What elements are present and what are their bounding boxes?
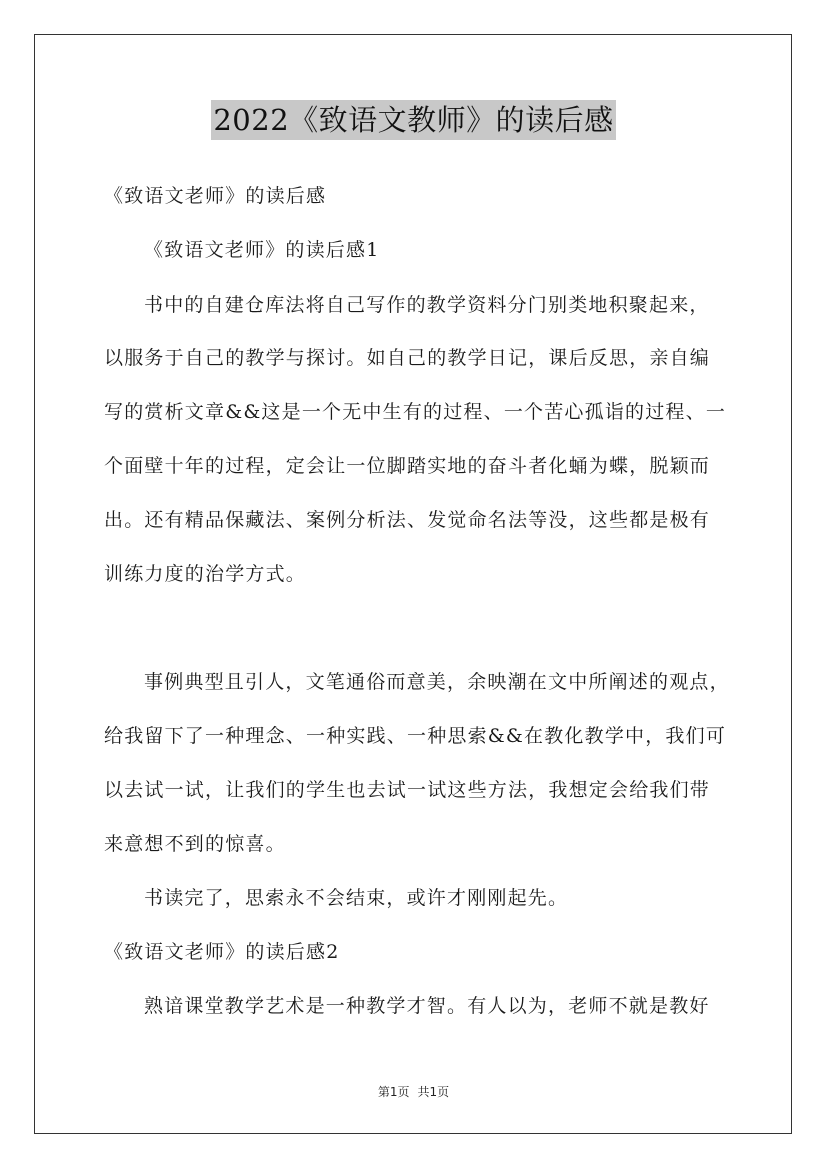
paragraph-line: 以去试一试，让我们的学生也去试一试这些方法，我想定会给我们带 — [104, 779, 711, 801]
paragraph-line: 来意想不到的惊喜。 — [104, 833, 286, 855]
page-number: 第1页 — [377, 1085, 410, 1099]
page-footer — [0, 1083, 827, 1101]
page-total: 共1页 — [417, 1085, 450, 1099]
section-heading: 《致语文老师》的读后感 — [104, 185, 327, 207]
section-heading: 《致语文老师》的读后感2 — [104, 941, 340, 963]
paragraph-line: 书读完了，思索永不会结束，或许才刚刚起先。 — [144, 887, 569, 909]
paragraph-line: 事例典型且引人，文笔通俗而意美，余映潮在文中所阐述的观点， — [144, 671, 730, 693]
title-container — [0, 100, 827, 140]
paragraph-line: 训练力度的治学方式。 — [104, 563, 307, 585]
document-title: 2022《致语文教师》的读后感 — [211, 100, 615, 140]
subsection-heading: 《致语文老师》的读后感1 — [144, 239, 380, 261]
paragraph-line: 熟谙课堂教学艺术是一种教学才智。有人以为，老师不就是教好 — [144, 995, 710, 1017]
paragraph-line: 书中的自建仓库法将自己写作的教学资料分门别类地积聚起来， — [144, 294, 710, 316]
paragraph-line: 给我留下了一种理念、一种实践、一种思索&&在教化教学中，我们可 — [104, 725, 727, 747]
paragraph-line: 写的赏析文章&&这是一个无中生有的过程、一个苦心孤诣的过程、一 — [104, 401, 727, 423]
paragraph-line: 以服务于自己的教学与探讨。如自己的教学日记，课后反思，亲自编 — [104, 347, 711, 369]
paragraph-line: 个面壁十年的过程，定会让一位脚踏实地的奋斗者化蛹为蝶，脱颖而 — [104, 455, 711, 477]
paragraph-line: 出。还有精品保藏法、案例分析法、发觉命名法等没，这些都是极有 — [104, 509, 711, 531]
